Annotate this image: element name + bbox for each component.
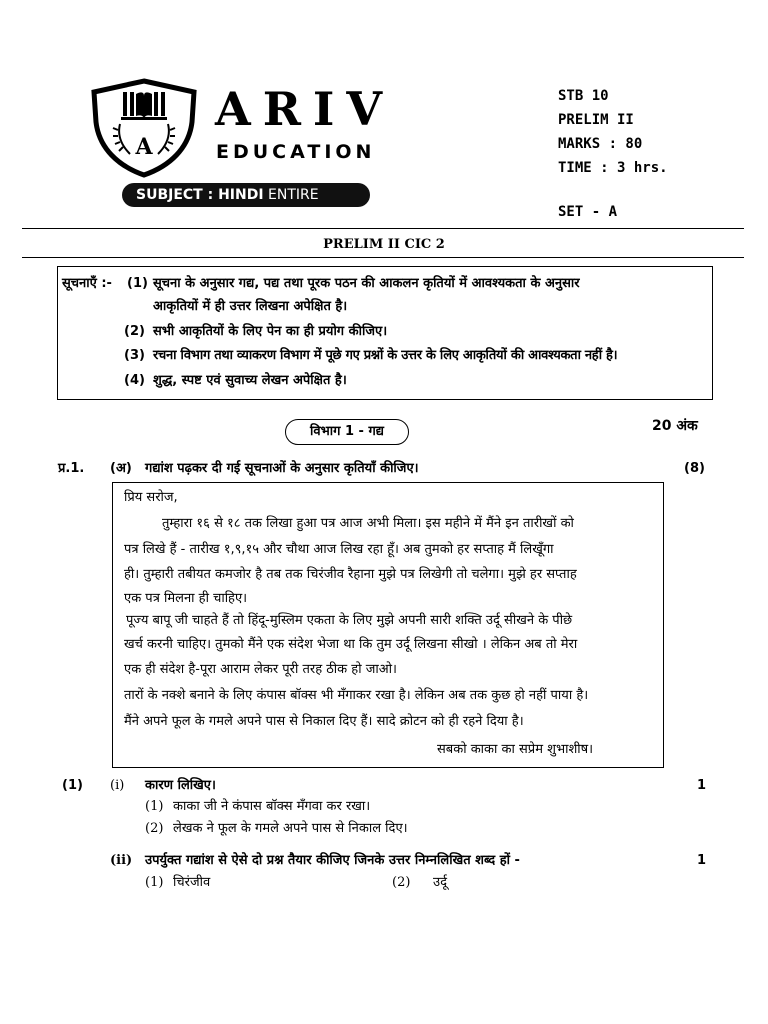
question-number: प्र.1. [58,461,85,476]
section-title: विभाग 1 - गद्य [285,419,409,445]
activity-sub-label: (i) [110,778,125,793]
passage-line: पूज्य बापू जी चाहते हैं तो हिंदू-मुस्लिम एकता के लिए मुझे अपनी सारी शक्ति उर्दू सीखने के पीछे [126,613,573,628]
activity-number: (1) [62,778,83,793]
option-text: लेखक ने फूल के गमले अपने पास से निकाल दिए। [173,821,408,836]
passage-greeting: प्रिय सरोज, [124,490,178,505]
passage-closing: सबको काका का सप्रेम शुभाशीष। [437,742,594,757]
title-divider [22,257,744,258]
meta-exam: PRELIM II [558,112,634,128]
question-text: गद्यांश पढ़कर दी गई सूचनाओं के अनुसार कृतियाँ कीजिए। [145,461,419,476]
section-marks: 20 अंक [652,418,698,434]
option-text: उर्दू [433,875,448,890]
passage-line: एक ही संदेश है-पूरा आराम लेकर पूरी तरह ठीक हो जाओ। [124,662,397,677]
passage-line: एक पत्र मिलना ही चाहिए। [124,591,248,606]
instruction-text: आकृतियों में ही उत्तर लिखना अपेक्षित है। [153,299,348,314]
instruction-text: शुद्ध, स्पष्ट एवं सुवाच्य लेखन अपेक्षित है। [153,373,347,388]
passage-line: ही। तुम्हारी तबीयत कमजोर है तब तक चिरंजीव रैहाना मुझे पत्र लिखेगी तो चलेगा। मुझे हर सप्ताह [124,567,577,582]
passage-line: पत्र लिखे हैं - तारीख १,९,१५ और चौथा आज लिख रहा हूँ। अब तुमको हर सप्ताह मैं लिखूँगा [124,542,554,557]
passage-line: तुम्हारा १६ से १८ तक लिखा हुआ पत्र आज अभी मिला। इस महीने में मैंने इन तारीखों को [162,516,574,531]
brand-subtitle: EDUCATION [216,141,376,163]
exam-title: PRELIM II CIC 2 [323,237,445,252]
option-text: काका जी ने कंपास बॉक्स मँगवा कर रखा। [173,799,371,814]
instruction-num: (4) [124,373,145,388]
question-marks: (8) [684,461,705,476]
meta-class: STB 10 [558,88,609,104]
subject-badge [122,183,370,207]
meta-time: TIME : 3 hrs. [558,160,668,176]
instruction-num: (3) [124,348,145,363]
option-num: (1) [145,875,164,890]
instructions-heading: सूचनाएँ :- [62,276,112,291]
option-num: (1) [145,799,164,814]
activity-marks: 1 [697,778,707,793]
instruction-num: (2) [124,324,145,339]
set-label: SET - A [558,204,618,220]
header-divider [22,228,744,229]
passage-line: मैंने अपने फूल के गमले अपने पास से निकाल दिए हैं। सादे क्रोटन को ही रहने दिया है। [124,714,524,729]
activity-sub-label: (ii) [110,853,133,868]
brand-name: ARIV [215,82,395,136]
option-num: (2) [145,821,164,836]
activity-text: कारण लिखिए। [145,778,216,793]
activity-marks: 1 [697,853,707,868]
instruction-text: रचना विभाग तथा व्याकरण विभाग में पूछे गए प्रश्नों के उत्तर के लिए आकृतियों की आवश्यकता नहीं है। [153,348,618,363]
option-num: (2) [392,875,411,890]
option-text: चिरंजीव [173,875,211,890]
passage-line: खर्च करनी चाहिए। तुमको मैंने एक संदेश भेजा था कि तुम उर्दू लिखना सीखो । लेकिन अब तो मेरा [124,637,578,652]
subject-label: SUBJECT : HINDI [136,187,264,203]
ariv-logo-shield [90,78,198,178]
instruction-text: सभी आकृतियों के लिए पेन का ही प्रयोग कीजिए। [153,324,388,339]
instruction-text: सूचना के अनुसार गद्य, पद्य तथा पूरक पठन की आकलन कृतियों में आवश्यकता के अनुसार [153,276,580,291]
activity-text: उपर्युक्त गद्यांश से ऐसे दो प्रश्न तैयार कीजिए जिनके उत्तर निम्नलिखित शब्द हों - [145,853,520,868]
question-sub-label: (अ) [110,461,132,476]
instruction-num: (1) [127,276,148,291]
meta-marks: MARKS : 80 [558,136,643,152]
passage-line: तारों के नक्शे बनाने के लिए कंपास बॉक्स भी मँगाकर रखा है। लेकिन अब तक कुछ हो नहीं पाया है। [124,688,589,703]
subject-suffix: ENTIRE [268,187,319,203]
logo-letter: A [135,134,153,160]
